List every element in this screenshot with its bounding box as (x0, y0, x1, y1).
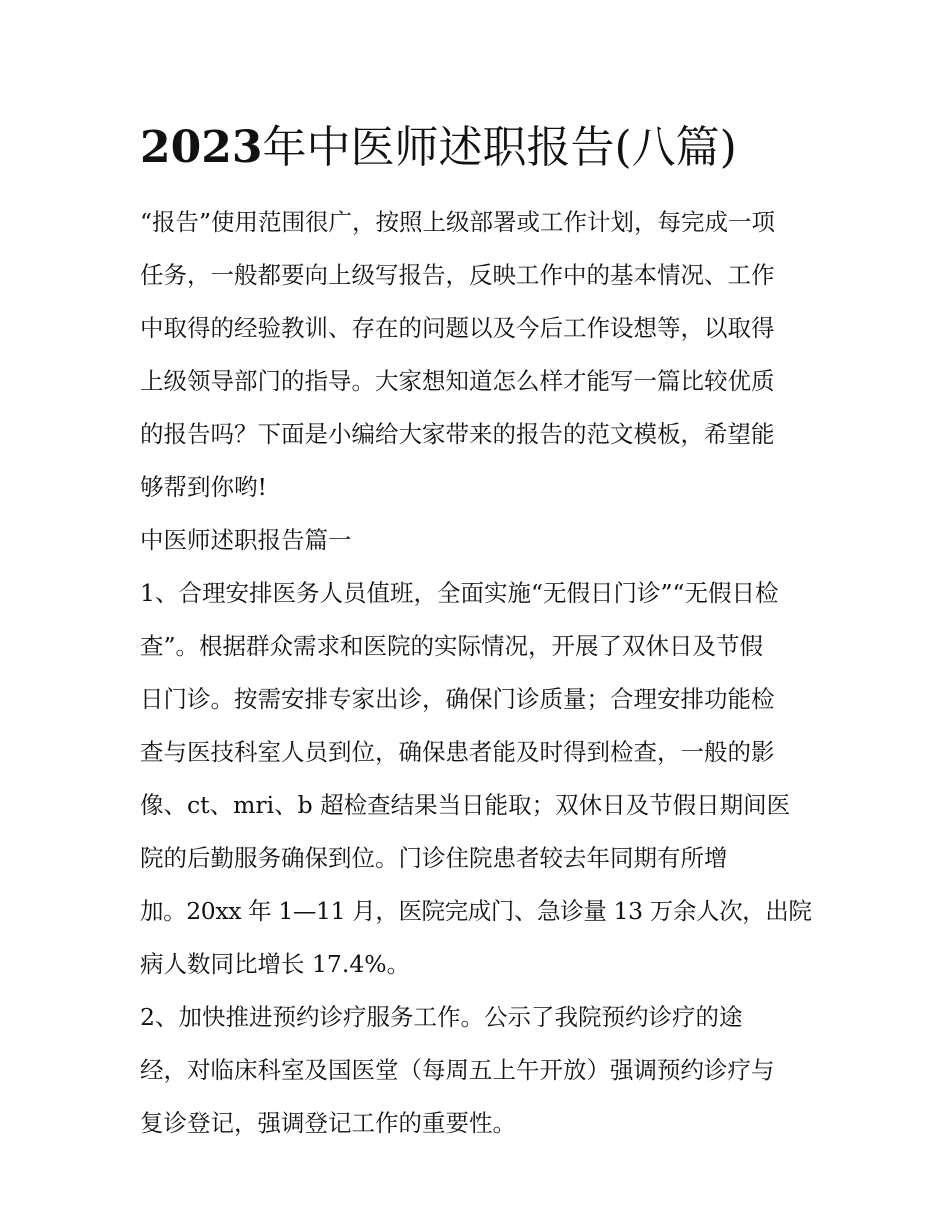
paragraph-line: “报告”使用范围很广，按照上级部署或工作计划，每完成一项 (140, 208, 776, 236)
intro-paragraph (140, 196, 812, 514)
document-title (140, 118, 812, 178)
paragraph-line: 病人数同比增长 17.4%。 (140, 950, 411, 978)
paragraph-line: 查与医技科室人员到位，确保患者能及时得到检查，一般的影 (140, 738, 775, 766)
paragraph-line: 经，对临床科室及国医堂（每周五上午开放）强调预约诊疗与 (140, 1056, 775, 1084)
paragraph-line: 的报告吗？下面是小编给大家带来的报告的范文模板，希望能 (140, 420, 775, 448)
section-heading-text: 中医师述职报告篇一 (140, 526, 352, 554)
paragraph-line: 上级领导部门的指导。大家想知道怎么样才能写一篇比较优质 (140, 367, 775, 395)
paragraph-line: 日门诊。按需安排专家出诊，确保门诊质量；合理安排功能检 (140, 685, 775, 713)
section-heading (140, 514, 812, 567)
paragraph-line: 中取得的经验教训、存在的问题以及今后工作设想等，以取得 (140, 314, 775, 342)
paragraph-line: 任务，一般都要向上级写报告，反映工作中的基本情况、工作 (140, 261, 775, 289)
paragraph-line: 2、加快推进预约诊疗服务工作。公示了我院预约诊疗的途 (140, 1003, 743, 1031)
item-1-paragraph (140, 567, 812, 991)
document-content (140, 118, 812, 1150)
paragraph-line: 复诊登记，强调登记工作的重要性。 (140, 1109, 516, 1137)
item-2-paragraph (140, 991, 812, 1150)
paragraph-line: 查”。根据群众需求和医院的实际情况，开展了双休日及节假 (140, 632, 764, 660)
paragraph-line: 加。20xx 年 1—11 月，医院完成门、急诊量 13 万余人次，出院 (140, 897, 812, 925)
paragraph-line: 像、ct、mri、b 超检查结果当日能取；双休日及节假日期间医 (140, 791, 791, 819)
paragraph-line: 够帮到你哟! (140, 473, 267, 501)
paragraph-line: 1、合理安排医务人员值班，全面实施“无假日门诊”“无假日检 (140, 579, 779, 607)
title-text: 年中医师述职报告(八篇) (262, 122, 737, 173)
paragraph-line: 院的后勤服务确保到位。门诊住院患者较去年同期有所增 (140, 844, 728, 872)
title-year: 2023 (140, 122, 263, 173)
